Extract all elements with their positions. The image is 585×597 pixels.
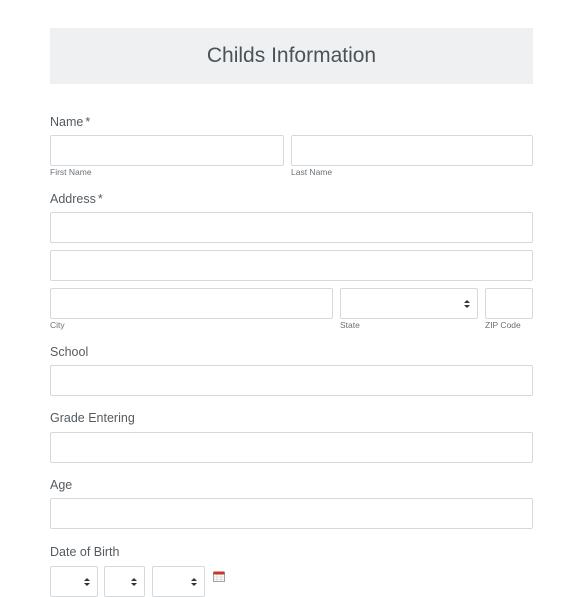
city-sublabel: City (50, 320, 65, 330)
city-input[interactable] (50, 288, 333, 319)
dob-year-select[interactable] (152, 566, 205, 597)
school-input[interactable] (50, 365, 533, 396)
school-label: School (50, 345, 89, 359)
grade-entering-label: Grade Entering (50, 411, 135, 425)
page-title: Childs Information (206, 44, 377, 67)
date-of-birth-label: Date of Birth (50, 545, 120, 559)
first-name-input[interactable] (50, 135, 284, 166)
zip-code-sublabel: ZIP Code (485, 320, 521, 330)
last-name-input[interactable] (291, 135, 533, 166)
form-header (50, 28, 533, 84)
up-down-chevron-icon (84, 578, 90, 586)
dob-month-select[interactable] (50, 566, 98, 597)
age-label: Age (50, 478, 73, 492)
address-line2-input[interactable] (50, 250, 533, 281)
address-line1-input[interactable] (50, 212, 533, 243)
up-down-chevron-icon (464, 300, 470, 308)
first-name-sublabel: First Name (50, 167, 92, 177)
grade-entering-input[interactable] (50, 432, 533, 463)
calendar-icon[interactable] (213, 571, 225, 582)
zip-code-input[interactable] (485, 288, 533, 319)
state-sublabel: State (340, 320, 360, 330)
required-marker: * (85, 115, 91, 129)
up-down-chevron-icon (131, 578, 137, 586)
state-select[interactable] (340, 288, 478, 319)
address-label: Address * (50, 192, 103, 206)
name-label: Name * (50, 115, 91, 129)
last-name-sublabel: Last Name (291, 167, 333, 177)
required-marker: * (97, 192, 103, 206)
dob-day-select[interactable] (104, 566, 145, 597)
age-input[interactable] (50, 498, 533, 529)
up-down-chevron-icon (191, 578, 197, 586)
